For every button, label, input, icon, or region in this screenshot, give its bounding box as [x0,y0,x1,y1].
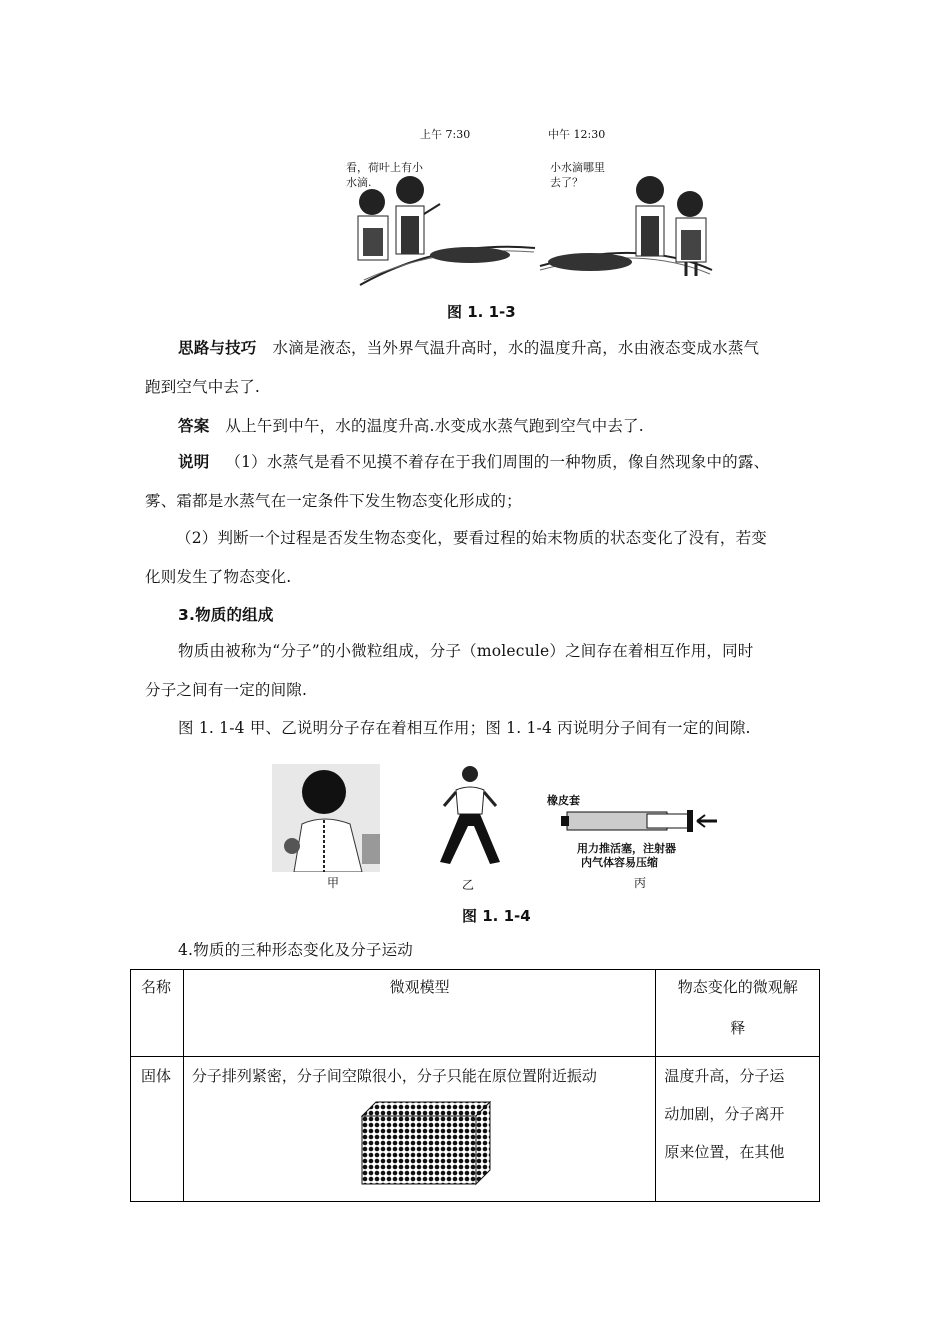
states-of-matter-table [130,969,820,1202]
row-solid-explanation: 温度升高，分子运 动加剧，分子离开 原来位置，在其他 [664,1067,785,1161]
table-header-row [131,970,820,1057]
header-micro-explanation-line2: 释 [730,1019,746,1037]
section-3-line1: 物质由被称为“分子”的小微粒组成，分子（molecule）之间存在着相互作用，同时 [178,642,754,660]
header-name: 名称 [141,978,172,996]
figure-1-1-4 [272,762,722,892]
analysis-label: 思路与技巧 [178,339,257,357]
analysis-text-line1: 水滴是液态，当外界气温升高时，水的温度升高，水由液态变成水蒸气 [272,339,760,357]
header-micro-explanation-line1: 物态变化的微观解 [677,978,798,996]
figure-caption-1-1-4: 图 1. 1-4 [462,907,531,925]
header-micro-model: 微观模型 [389,978,450,996]
note-text-line2: 雾、霜都是水蒸气在一定条件下发生物态变化形成的； [145,492,522,510]
photo-yi [430,762,510,872]
section-3-heading: 3.物质的组成 [178,606,274,624]
time-label-noon: 中午 12:30 [548,128,606,141]
cartoon-illustration [350,120,720,290]
section-3-line3: 图 1. 1-4 甲、乙说明分子存在着相互作用；图 1. 1-4 丙说明分子间有一定的间隙. [178,719,751,737]
rubber-cap-label: 橡皮套 [547,794,580,807]
label-jia: 甲 [327,876,340,890]
note-label: 说明 [178,453,210,471]
note-text-line4: 化则发生了物态变化. [145,568,292,586]
time-label-morning: 上午 7:30 [420,128,471,141]
syringe-caption: 用力推活塞，注射器 内气体容易压缩 [577,842,676,869]
answer-paragraph [145,416,810,436]
row-solid-model-text: 分子排列紧密，分子间空隙很小，分子只能在原位置附近振动 [191,1067,597,1085]
table-row-solid [131,1057,820,1202]
section-3-line2: 分子之间有一定的间隙. [145,681,308,699]
analysis-paragraph [145,338,810,358]
label-bing: 丙 [634,876,647,890]
solid-lattice-model [356,1098,496,1188]
speech-bubble-right: 小水滴哪里 去了？ [550,161,605,189]
row-solid-name: 固体 [141,1067,172,1085]
figure-1-1-3 [346,120,720,290]
answer-label: 答案 [178,417,210,435]
note-paragraph [145,452,810,472]
photo-jia [272,764,380,872]
figure-caption-1-1-3: 图 1. 1-3 [447,303,516,321]
note-text-line3: （2）判断一个过程是否发生物态变化，要看过程的始末物质的状态变化了没有，若变 [176,529,767,547]
label-yi: 乙 [462,878,475,892]
section-4-heading: 4.物质的三种形态变化及分子运动 [178,941,413,959]
speech-bubble-left: 看，荷叶上有小 水滴. [346,161,423,189]
answer-text: 从上午到中午，水的温度升高.水变成水蒸气跑到空气中去了. [225,417,644,435]
analysis-text-line2: 跑到空气中去了. [145,378,261,396]
note-text-line1: （1）水蒸气是看不见摸不着存在于我们周围的一种物质，像自然现象中的露、 [225,453,770,471]
